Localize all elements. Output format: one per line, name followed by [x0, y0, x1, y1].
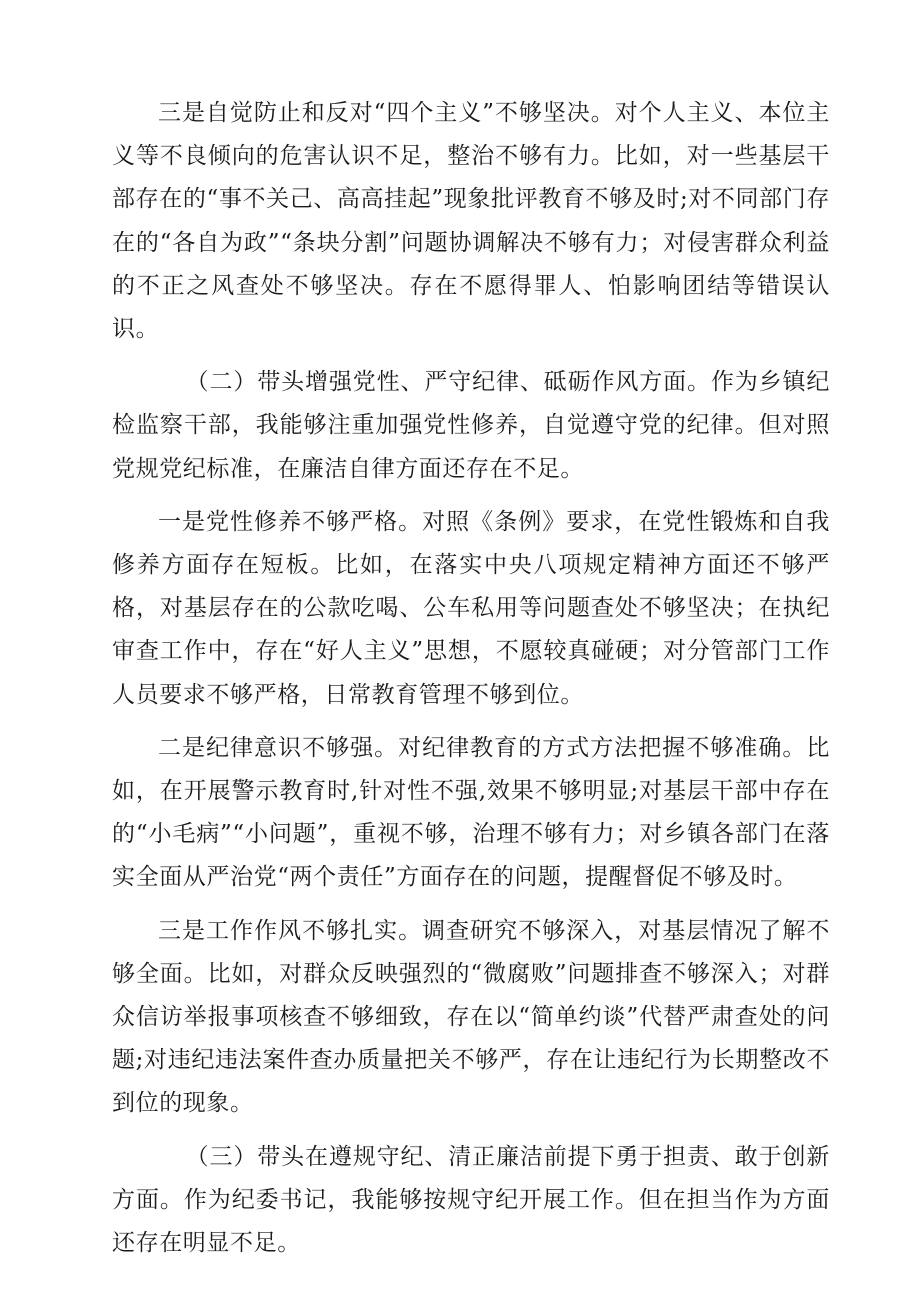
section-heading-two: （二）带头增强党性、严守纪律、砥砺作风方面。作为乡镇纪检监察干部，我能够注重加强党性修养，自觉遵守党的纪律。但对照党规党纪标准，在廉洁自律方面还存在不足。 [112, 369, 830, 482]
paragraph-discipline: 二是纪律意识不够强。对纪律教育的方式方法把握不够准确。比如，在开展警示教育时,针对性不强,效果不够明显;对基层干部中存在的“小毛病”“小问题”，重视不够，治理不够有力；对乡镇各部门在落实全面从严治党“两个责任”方面存在的问题，提醒督促不够及时。 [112, 734, 830, 891]
paragraph-four-isms: 三是自觉防止和反对“四个主义”不够坚决。对个人主义、本位主义等不良倾向的危害认识不足，整治不够有力。比如，对一些基层干部存在的“事不关己、高高挂起”现象批评教育不够及时;对不同部门存在的“各自为政”“条块分割”问题协调解决不够有力；对侵害群众利益的不正之风查处不够坚决。存在不愿得罪人、怕影响团结等错误认识。 [112, 100, 830, 343]
document-body [112, 92, 830, 1275]
paragraph-party-spirit: 一是党性修养不够严格。对照《条例》要求，在党性锻炼和自我修养方面存在短板。比如，在落实中央八项规定精神方面还不够严格，对基层存在的公款吃喝、公车私用等问题查处不够坚决；在执纪审查工作中，存在“好人主义”思想，不愿较真碰硬；对分管部门工作人员要求不够严格，日常教育管理不够到位。 [112, 508, 830, 708]
section-heading-three: （三）带头在遵规守纪、清正廉洁前提下勇于担责、敢于创新方面。作为纪委书记，我能够按规守纪开展工作。但在担当作为方面还存在明显不足。 [112, 1143, 830, 1257]
paragraph-work-style: 三是工作作风不够扎实。调查研究不够深入，对基层情况了解不够全面。比如，对群众反映强烈的“微腐败”问题排查不够深入；对群众信访举报事项核查不够细致，存在以“简单约谈”代替严肃查处的问题;对违纪违法案件查办质量把关不够严，存在让违纪行为长期整改不到位的现象。 [112, 917, 830, 1117]
